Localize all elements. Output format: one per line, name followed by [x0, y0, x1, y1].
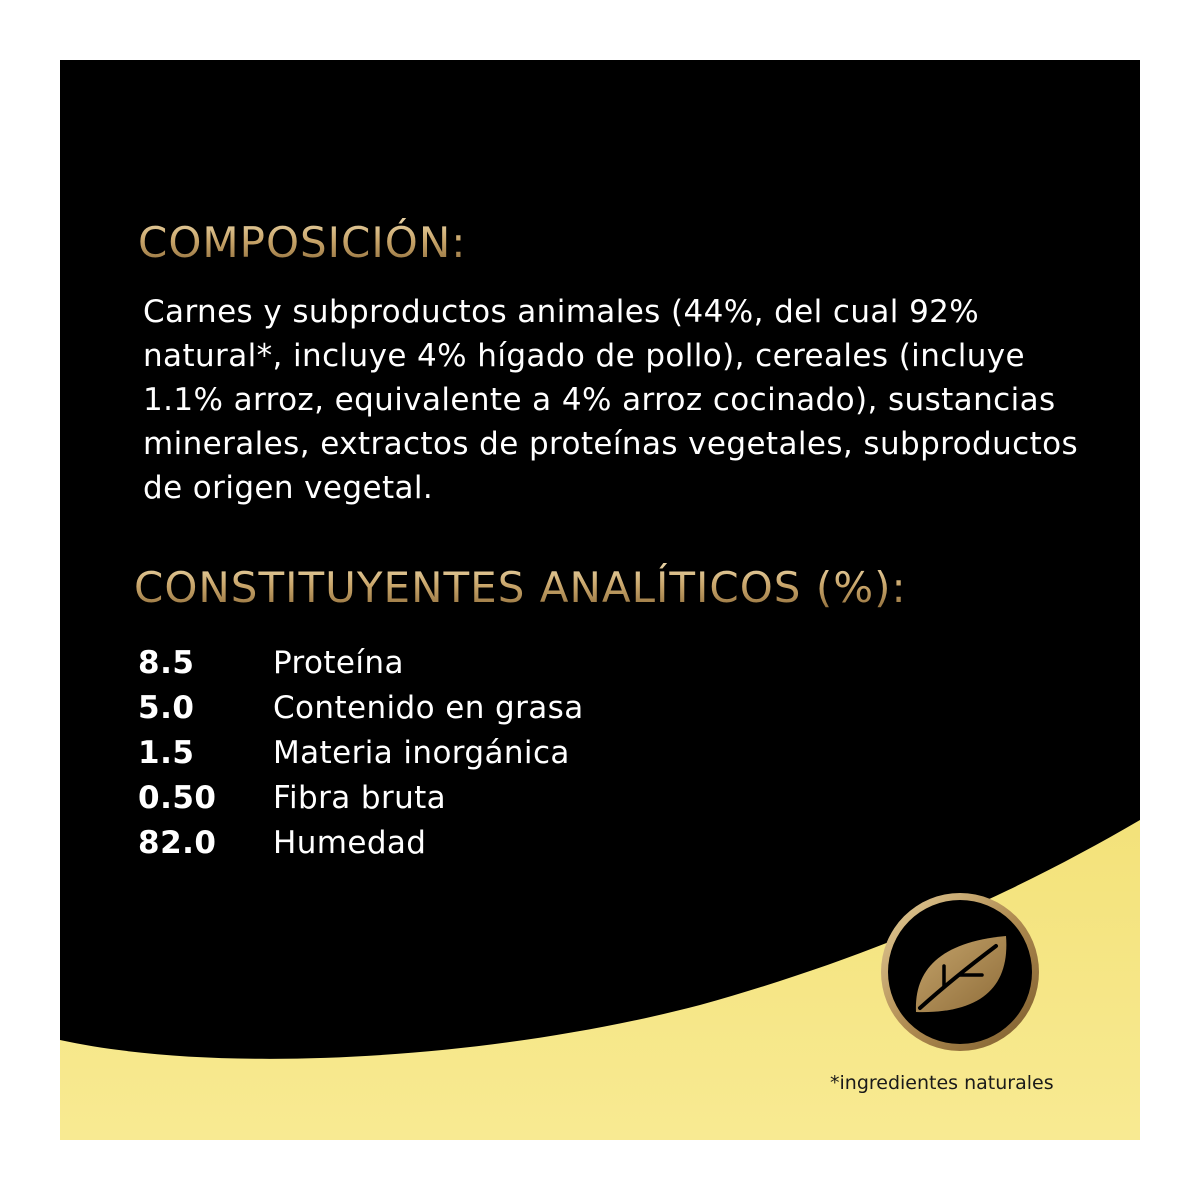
footnote: *ingredientes naturales: [830, 1072, 1054, 1094]
list-item: [138, 730, 584, 775]
constituent-value: 0.50: [138, 779, 217, 816]
list-item: [138, 820, 584, 865]
constituent-value: 1.5: [138, 734, 195, 771]
constituent-name: Humedad: [273, 824, 427, 861]
constituent-name: Fibra bruta: [273, 779, 447, 816]
constituent-name: Contenido en grasa: [273, 689, 584, 726]
list-item: [138, 685, 584, 730]
composition-heading: COMPOSICIÓN:: [138, 218, 467, 267]
composition-text: Carnes y subproductos animales (44%, del cual 92% natural*, incluye 4% hígado de pollo), cereales (incluye 1.1% arroz, equivalente a 4% arroz cocinado), sustancias minerales, extractos de proteínas vegetales, subproductos de origen vegetal.: [143, 294, 1079, 506]
analytical-constituents-heading: CONSTITUYENTES ANALÍTICOS (%):: [134, 563, 907, 612]
constituent-name: Materia inorgánica: [273, 734, 570, 771]
analytical-constituents-list: [138, 640, 584, 865]
list-item: [138, 640, 584, 685]
constituent-value: 8.5: [138, 644, 195, 681]
constituent-name: Proteína: [273, 644, 404, 681]
constituent-value: 5.0: [138, 689, 195, 726]
constituent-value: 82.0: [138, 824, 217, 861]
ingredients-panel: [60, 60, 1140, 1140]
list-item: [138, 775, 584, 820]
natural-ingredients-badge: [878, 890, 1042, 1054]
